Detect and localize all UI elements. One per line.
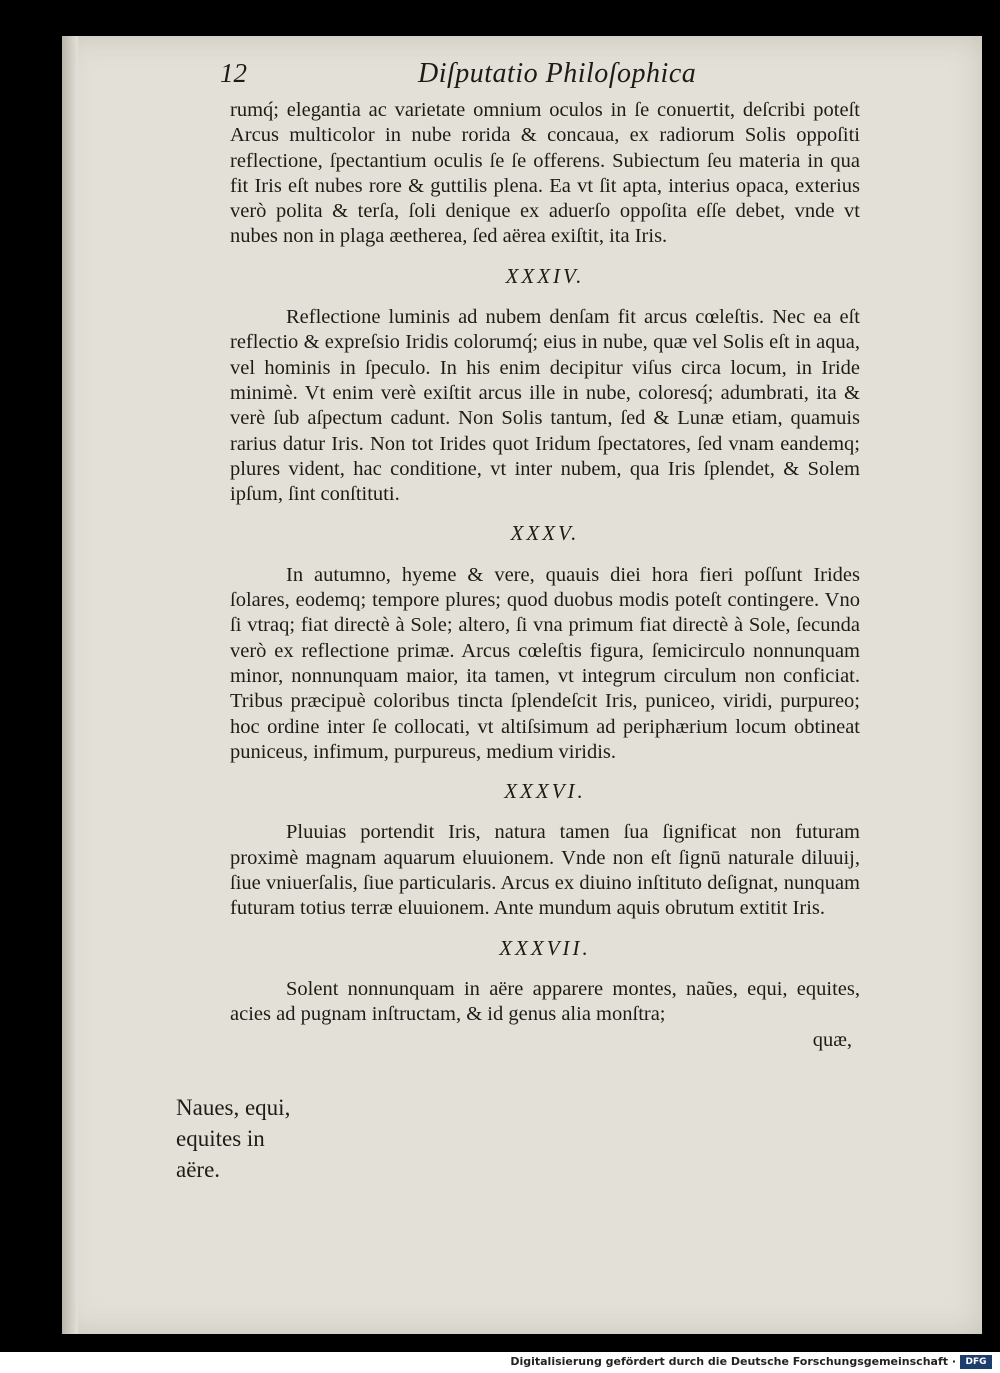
paragraph-35: In autumno, hyeme & vere, quauis diei hora fieri poſſunt Irides ſolares, eodemq; tempore plures; quod duobus modis poteſt contingere. Vno ſi vtraq; fiat directè à Sole; altero, ſi vna primum fiat directè à Sole, ſecunda verò ex reflectione primæ. Arcus cœleſtis figura, ſemicirculo nonnunquam minor, nonnunquam maior, ita tamen, vt integrum circulum non conficiat. Tribus præcipuè coloribus tincta ſplendeſcit Iris, puniceo, viridi, purpureo; hoc ordine inter ſe collocati, vt altiſsimum ad periphærium locum obtineat puniceus, infimum, purpureus, medium viridis. bbox=[230, 563, 860, 763]
page-spine-shadow bbox=[62, 36, 78, 1334]
page-header bbox=[220, 58, 900, 98]
page-text bbox=[230, 98, 860, 1053]
paragraph-intro: rumq́; elegantia ac varietate omnium oculos in ſe conuertit, deſcribi poteſt Arcus multicolor in nube rorida & concaua, ex radiorum Solis oppoſiti reflectione, ſpectantium oculis ſe ſe offerens. Subiectum ſeu materia in qua fit Iris eſt nubes rore & guttilis plena. Ea vt ſit apta, interius opaca, exterius verò polita & terſa, ſoli denique ex aduerſo oppoſita eſſe debet, vnde vt nubes non in plaga æetherea, ſed aërea exiſtit, ita Iris. bbox=[230, 99, 860, 248]
section-heading-36: XXXVI. bbox=[504, 779, 586, 804]
page-number: 12 bbox=[220, 58, 247, 88]
paragraph-34: Reflectione luminis ad nubem denſam fit arcus cœleſtis. Nec ea eſt reflectio & expreſsio Iridis colorumq́; eius in nube, quæ vel Solis eſt in aqua, vel hominis in ſpeculo. In his enim decipitur viſus circa locum, in Iride minimè. Vt enim verè exiſtit arcus ille in nube, coloresq́; adumbrati, ita & verè ſub aſpectum cadunt. Non Solis tantum, ſed & Lunæ etiam, quamuis rarius datur Iris. Non tot Irides quot Iridum ſpectatores, ſed vnam eandemq; plures vident, hac conditione, vt inter nubem, qua Iris ſplendet, & Solem ipſum, ſint conſtituti. bbox=[230, 306, 860, 506]
catch-word: quæ, bbox=[812, 1028, 852, 1051]
running-title: Diſputatio Philoſophica bbox=[418, 58, 697, 89]
section-heading-34: XXXIV. bbox=[505, 263, 585, 288]
dfg-logo: DFG bbox=[960, 1355, 992, 1369]
paragraph-36: Pluuias portendit Iris, natura tamen ſua ſignificat non futuram proximè magnam aquarum eluuionem. Vnde non eſt ſignū naturale diluuij, ſiue vniuerſalis, ſiue particularis. Arcus ex diuino inſtituto deſignat, nunquam futuram totius terræ eluuionem. Ante mundum aquis obrutum extitit Iris. bbox=[230, 821, 860, 920]
section-heading-37: XXXVII. bbox=[499, 935, 591, 960]
funding-credit: Digitalisierung gefördert durch die Deutsche Forschungsgemeinschaft · bbox=[510, 1355, 956, 1368]
section-heading-35: XXXV. bbox=[510, 521, 580, 546]
footer-bar bbox=[0, 1352, 1000, 1373]
margin-note: Naues, equi, equites in aëre. bbox=[176, 1095, 291, 1182]
paragraph-37: Solent nonnunquam in aëre apparere montes, naũes, equi, equites, acies ad pugnam inſtructam, & id genus alia monſtra; bbox=[230, 977, 860, 1026]
